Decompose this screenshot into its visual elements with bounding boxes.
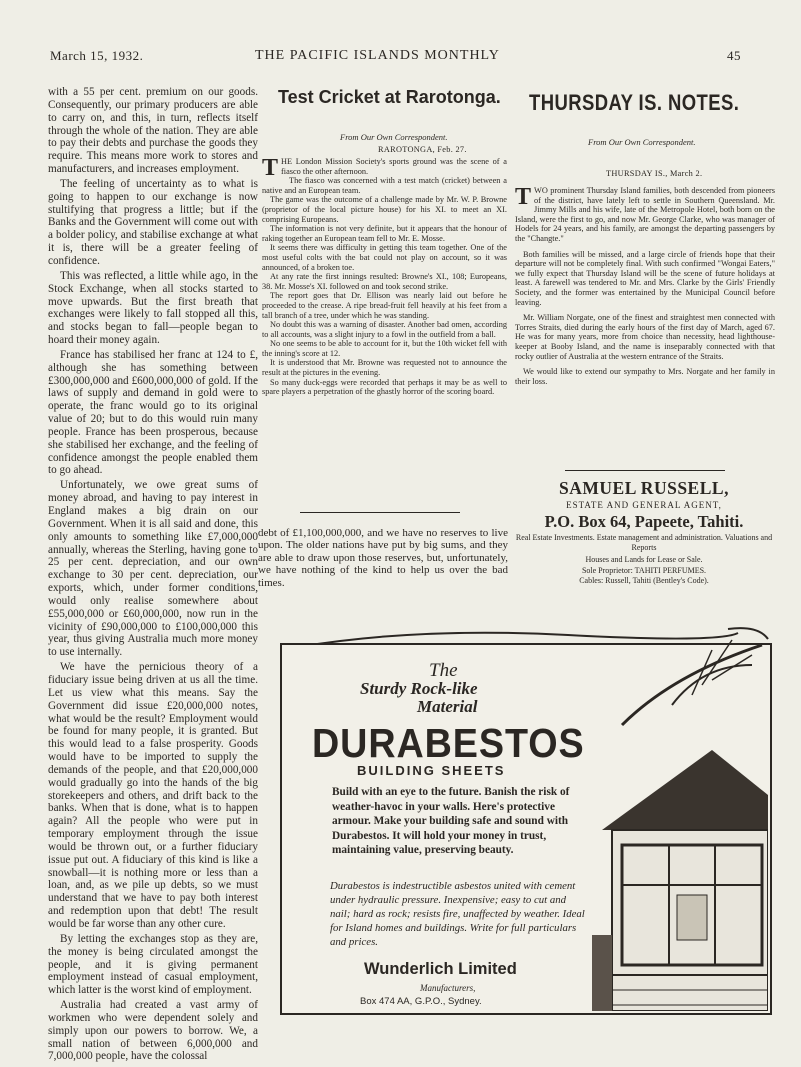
thursday-article (515, 186, 775, 386)
header-title: THE PACIFIC ISLANDS MONTHLY (255, 48, 500, 63)
cricket-dateline: RAROTONGA, Feb. 27. (378, 145, 467, 154)
article-paragraph: It seems there was difficulty in getting this team together. One of the most useful colts with the bat could not play on account, so it was announced, of a broken toe. (262, 243, 507, 272)
cricket-headline: Test Cricket at Rarotonga. (278, 87, 501, 107)
article-paragraph: No doubt this was a warning of disaster. Another bad omen, according to all accounts, was a slight injury to a fowl in the outfield from a ball. (262, 320, 507, 339)
russell-services: Real Estate Investments. Estate management and administration. Valuations and Reports (515, 533, 773, 552)
article-paragraph: The information is not very definite, but it appears that the honour of raking together an European team fell to Mr. E. Mosse. (262, 224, 507, 243)
article-paragraph: Australia had created a vast army of workmen who were dependent solely and simply upon our powers to borrow. We, a small nation of between 6,000,000 and 7,000,000 people, have the colossal (48, 999, 258, 1063)
russell-po-box: P.O. Box 64, Papeete, Tahiti. (544, 512, 744, 531)
header-date: March 15, 1932. (50, 48, 144, 63)
advert-building-sheets: BUILDING SHEETS (357, 763, 506, 778)
advert-frame (280, 643, 772, 1015)
house-illustration (592, 735, 768, 1011)
cricket-correspondent: From Our Own Correspondent. (340, 132, 448, 142)
palm-leaves (612, 635, 772, 735)
advert-the: The (429, 660, 458, 681)
article-paragraph: The report goes that Dr. Ellison was nearly laid out before he proceeded to the crease. A ripe bread-fruit fell heavily at his feet from a tall branch of a tree, under which he was standing. (262, 291, 507, 320)
article-paragraph: The feeling of uncertainty as to what is going to happen to our exchange is now stultifying that progress a little; but if the Banks and the Government will come out with a bolder policy, and stabilise exchange at what it is, there will be a greater feeling of confidence. (48, 177, 258, 267)
advert-description: Durabestos is indestructible asbestos united with cement under hydraulic pressure. Inexpensive; easy to cut and nail; hard as rock; resists fire, unaffected by weather. Ideal for Island homes and buildings. Write for full particulars and prices. (330, 880, 585, 948)
advert-body: Build with an eye to the future. Banish the risk of weather-havoc in your walls. Here's protective armour. Make your building safe and sound with Durabestos. It will hold your money in trust, maintaining value, preserving beauty. (332, 786, 570, 857)
article-paragraph: So many duck-eggs were recorded that perhaps it may be as well to spare players a perpetration of the ghastly horror of the scoring board. (262, 377, 507, 397)
column-exchange-article (48, 86, 258, 1065)
article-continuation: debt of £1,100,000,000, and we have no reserves to live upon. The older nations have put by big sums, and they are able to draw upon those reserves, but, unfortunately, we have nothing of the kind to help us over the bad times. (258, 527, 508, 589)
article-paragraph: Unfortunately, we owe great sums of money abroad, and having to pay interest in England makes a big drain on our Government. When it is all said and done, this only amounts to something like £7,000,000 annually, whereas the Sterling, having gone to 25 per cent. depreciation, and our own exchange to 30 per cent. depreciation, our exports, which, under former conditions, would only realise somewhere about £55,000,000 or £60,000,000, now run in the vicinity of £90,000,000 to £100,000,000 this year, thus giving Australia much more money to use internally. (48, 479, 258, 659)
advert-address: Box 474 AA, G.P.O., Sydney. (360, 996, 482, 1007)
thursday-headline: THURSDAY IS. NOTES. (529, 90, 740, 115)
advert-maker: Wunderlich Limited (364, 960, 517, 978)
advert-sturdy: Sturdy Rock-like (360, 679, 478, 698)
russell-lease: Houses and Lands for Lease or Sale. (585, 555, 703, 564)
article-paragraph: The game was the outcome of a challenge made by Mr. W. P. Browne (proprietor of the local picture house) for his XI. to meet an XI. comprising Europeans. (262, 195, 507, 224)
drop-cap: T (515, 184, 532, 210)
russell-proprietor: Sole Proprietor: TAHITI PERFUMES. (581, 566, 707, 575)
article-paragraph: France has stabilised her franc at 124 to £, although she has something between £300,000,000 and £600,000,000 of gold. If the laws of supply and demand in gold were to operate, the franc would go to its original value of 20; but to do this would ruin many people. France has been prosperous, because she stabilised her exchange, and the feeling of confidence amongst the people enabled them to go ahead. (48, 348, 258, 477)
russell-title: ESTATE AND GENERAL AGENT, (566, 500, 722, 510)
article-paragraph: Both families will be missed, and a large circle of friends hope that their departure will not be completely final. With such confirmed "Wongai Eaters," we fully expect that Thursday Island will be the scene of future holidays at least. A farewell was tendered to Mr. and Mrs. Clarke by the Girls' Friendly Society, and the former was entertained by the Municipal Council before leaving. (515, 249, 775, 307)
article-paragraph: Mr. William Norgate, one of the finest and straightest men connected with Torres Straits, died during the early hours of the first day of March, aged 67. He was for many years, more from choice than necessity, head lighthouse-keeper at Booby Island, and the name is inseparably connected with that rocky outlier of Australia at the western entrance of the Straits. (515, 313, 775, 361)
thursday-dateline: THURSDAY IS., March 2. (606, 169, 703, 178)
advert-material: Material (417, 697, 478, 716)
divider (565, 470, 725, 471)
divider (300, 512, 460, 513)
page-number: 45 (727, 48, 741, 63)
article-paragraph: At any rate the first innings resulted: Browne's XI., 108; Europeans, 38. Mr. Mosse's XI. followed on and took second strike. (262, 272, 507, 291)
article-paragraph: This was reflected, a little while ago, in the Stock Exchange, when all stocks started to move upwards. But the first breath that exchanges were likely to fall stopped all this, and stocks began to fall—people began to hoard their money again. (48, 269, 258, 347)
article-paragraph: We would like to extend our sympathy to Mrs. Norgate and her family in their loss. (515, 367, 775, 386)
russell-name: SAMUEL RUSSELL, (559, 478, 729, 498)
advert-manufacturers: Manufacturers, (420, 983, 476, 993)
advert-brand: DURABESTOS (312, 720, 585, 766)
article-paragraph: WO prominent Thursday Island families, both descended from pioneers of the district, have lately left to settle in Southern Queensland. Mr. Jimmy Mills and his wife, late of the Metropole Hotel, both born on the Island, were the first to go, and now Mr. George Clarke, who was manager of Hodels for 24 years, and his family, are amongst the departing passengers by the "Changte." (515, 186, 775, 243)
durabestos-advertisement (268, 625, 780, 1020)
thursday-correspondent: From Our Own Correspondent. (588, 137, 696, 147)
drop-cap: T (262, 155, 279, 181)
article-paragraph: HE London Mission Society's sports ground was the scene of a fiasco the other afternoon. (281, 157, 507, 176)
article-paragraph: No one seems to be able to account for it, but the 10th wicket fell with the inning's score at 12. (262, 339, 507, 358)
article-paragraph: It is understood that Mr. Browne was requested not to announce the result at the pictures in the evening. (262, 358, 507, 378)
article-paragraph: The fiasco was concerned with a test match (cricket) between a native and an European team. (262, 176, 507, 195)
article-paragraph: By letting the exchanges stop as they are, the money is being circulated amongst the people, and it is giving permanent employment instead of casual employment, which latter is the worst kind of employment. (48, 932, 258, 997)
cricket-article (262, 157, 507, 397)
russell-cables: Cables: Russell, Tahiti (Bentley's Code). (579, 576, 709, 585)
article-paragraph: with a 55 per cent. premium on our goods. Consequently, our primary producers are able to carry on, and this, in turn, reflects itself through the whole of the nation. They are able to pay their debts and purchase the goods they require. This means more work to stores and manufacturers, and increases employment. (48, 86, 258, 176)
article-paragraph: We have the pernicious theory of a fiduciary issue being driven at us all the time. Let us view what this means. Say the Government did issue £20,000,000 notes, what would be the result? Employment would be found for many people, it is granted. But this would lead to a false prosperity. Goods would have to be imported to supply the demands of the people, and that £20,000,000 would gradually go into the hands of the big storekeepers and others, and drift back to the banks. When that is done, what is to happen again? All the people who were put in temporary employment through the issue would be thrown out, or a further fiduciary issue put out. A fiduciary of this kind is like a snowball—it is nothing more or less than a loan, and, as we pile up debts, so we must understand that we have to pay both interest and redemption upon that debt! The result would be far worse than any other cure. (48, 661, 258, 930)
